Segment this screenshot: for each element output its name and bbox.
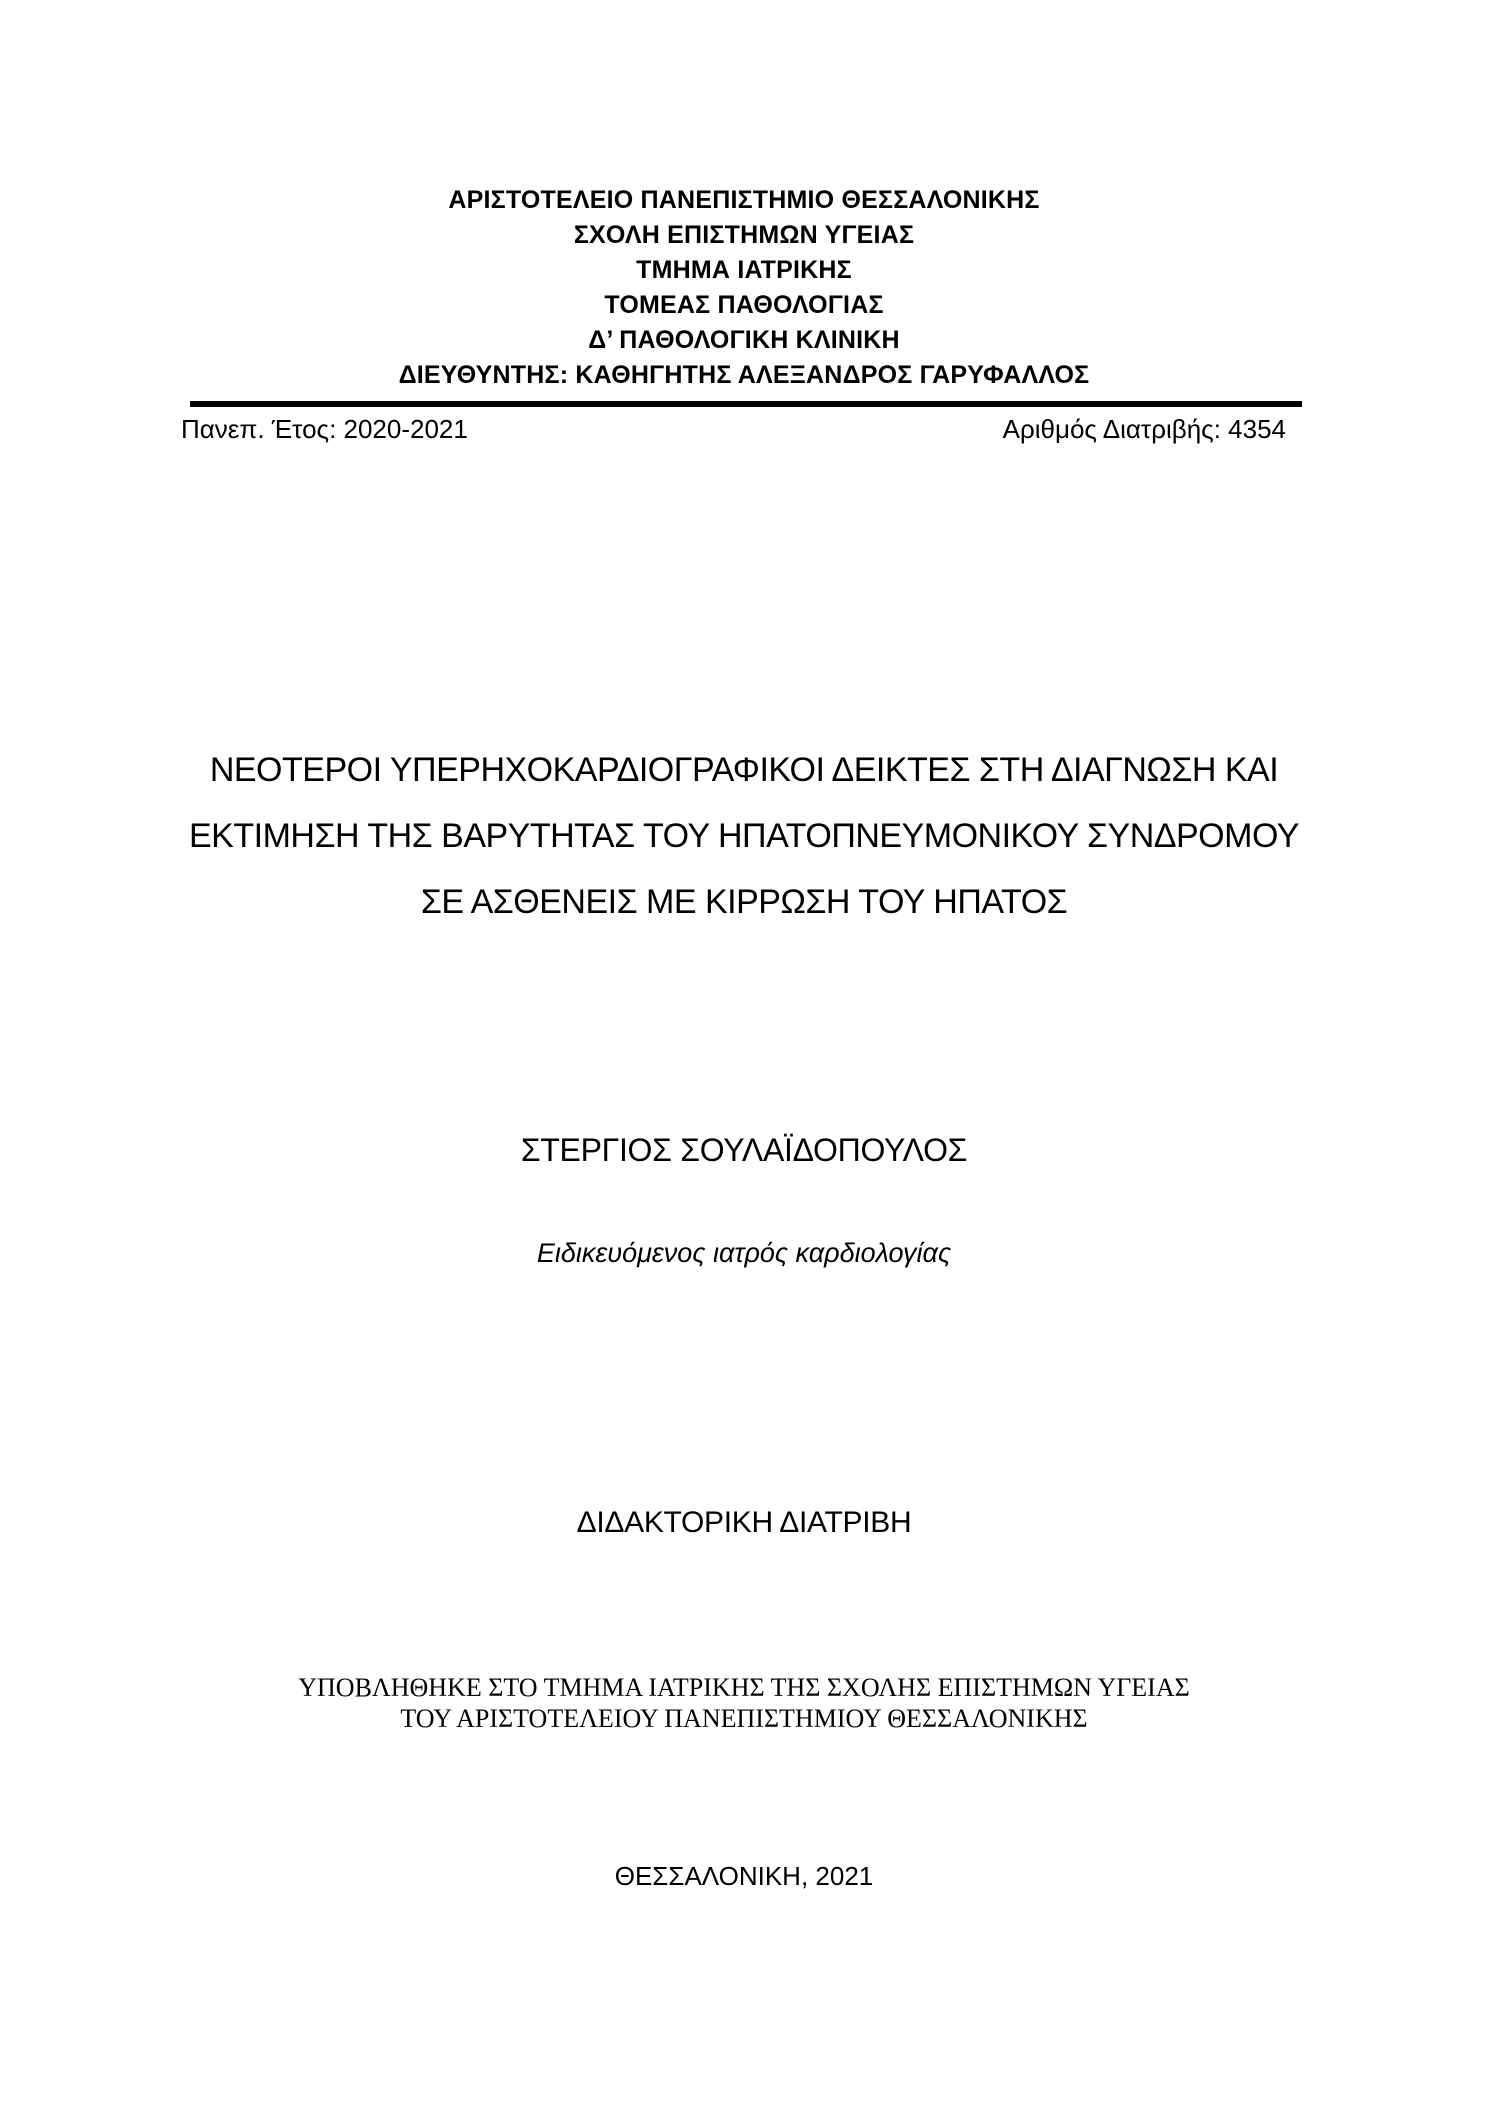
title-line-3: ΣΕ ΑΣΘΕΝΕΙΣ ΜΕ ΚΙΡΡΩΣΗ ΤΟΥ ΗΠΑΤΟΣ (420, 883, 1068, 921)
institution-header (0, 183, 1488, 393)
school-name: ΣΧΟΛΗ ΕΠΙΣΤΗΜΩΝ ΥΓΕΙΑΣ (573, 221, 915, 249)
author-role: Ειδικευόμενος ιατρός καρδιολογίας (536, 1238, 952, 1268)
university-name: ΑΡΙΣΤΟΤΕΛΕΙΟ ΠΑΝΕΠΙΣΤΗΜΙΟ ΘΕΣΣΑΛΟΝΙΚΗΣ (448, 186, 1040, 214)
academic-year: Πανεπ. Έτος: 2020-2021 (181, 414, 468, 444)
title-line-1: ΝΕΟΤΕΡΟΙ ΥΠΕΡΗΧΟΚΑΡΔΙΟΓΡΑΦΙΚΟΙ ΔΕΙΚΤΕΣ ΣΤΗ ΔΙΑΓΝΩΣΗ ΚΑΙ (209, 751, 1279, 789)
submission-line-2: ΤΟΥ ΑΡΙΣΤΟΤΕΛΕΙΟΥ ΠΑΝΕΠΙΣΤΗΜΙΟΥ ΘΕΣΣΑΛΟΝΙΚΗΣ (400, 1704, 1088, 1733)
sector-name: ΤΟΜΕΑΣ ΠΑΘΟΛΟΓΙΑΣ (604, 291, 884, 319)
author-name: ΣΤΕΡΓΙΟΣ ΣΟΥΛΑΪΔΟΠΟΥΛΟΣ (520, 1132, 968, 1168)
thesis-title (0, 737, 1488, 935)
submission-line-1: ΥΠΟΒΛΗΘΗΚΕ ΣΤΟ ΤΜΗΜΑ ΙΑΤΡΙΚΗΣ ΤΗΣ ΣΧΟΛΗΣ ΕΠΙΣΤΗΜΩΝ ΥΓΕΙΑΣ (298, 1673, 1190, 1702)
department-name: ΤΜΗΜΑ ΙΑΤΡΙΚΗΣ (636, 256, 852, 284)
header-divider (190, 401, 1302, 407)
place-year: ΘΕΣΣΑΛΟΝΙΚΗ, 2021 (614, 1861, 874, 1891)
thesis-number: Αριθμός Διατριβής: 4354 (1002, 414, 1286, 444)
thesis-type: ΔΙΔΑΚΤΟΡΙΚΗ ΔΙΑΤΡΙΒΗ (576, 1506, 912, 1539)
director-line: ΔΙΕΥΘΥΝΤΗΣ: ΚΑΘΗΓΗΤΗΣ ΑΛΕΞΑΝΔΡΟΣ ΓΑΡΥΦΑΛΛΟΣ (398, 361, 1090, 389)
title-line-2: ΕΚΤΙΜΗΣΗ ΤΗΣ ΒΑΡΥΤΗΤΑΣ ΤΟΥ ΗΠΑΤΟΠΝΕΥΜΟΝΙΚΟΥ ΣΥΝΔΡΟΜΟΥ (189, 817, 1299, 855)
submission-statement (0, 1672, 1488, 1734)
clinic-name: Δ’ ΠΑΘΟΛΟΓΙΚΗ ΚΛΙΝΙΚΗ (588, 326, 900, 354)
